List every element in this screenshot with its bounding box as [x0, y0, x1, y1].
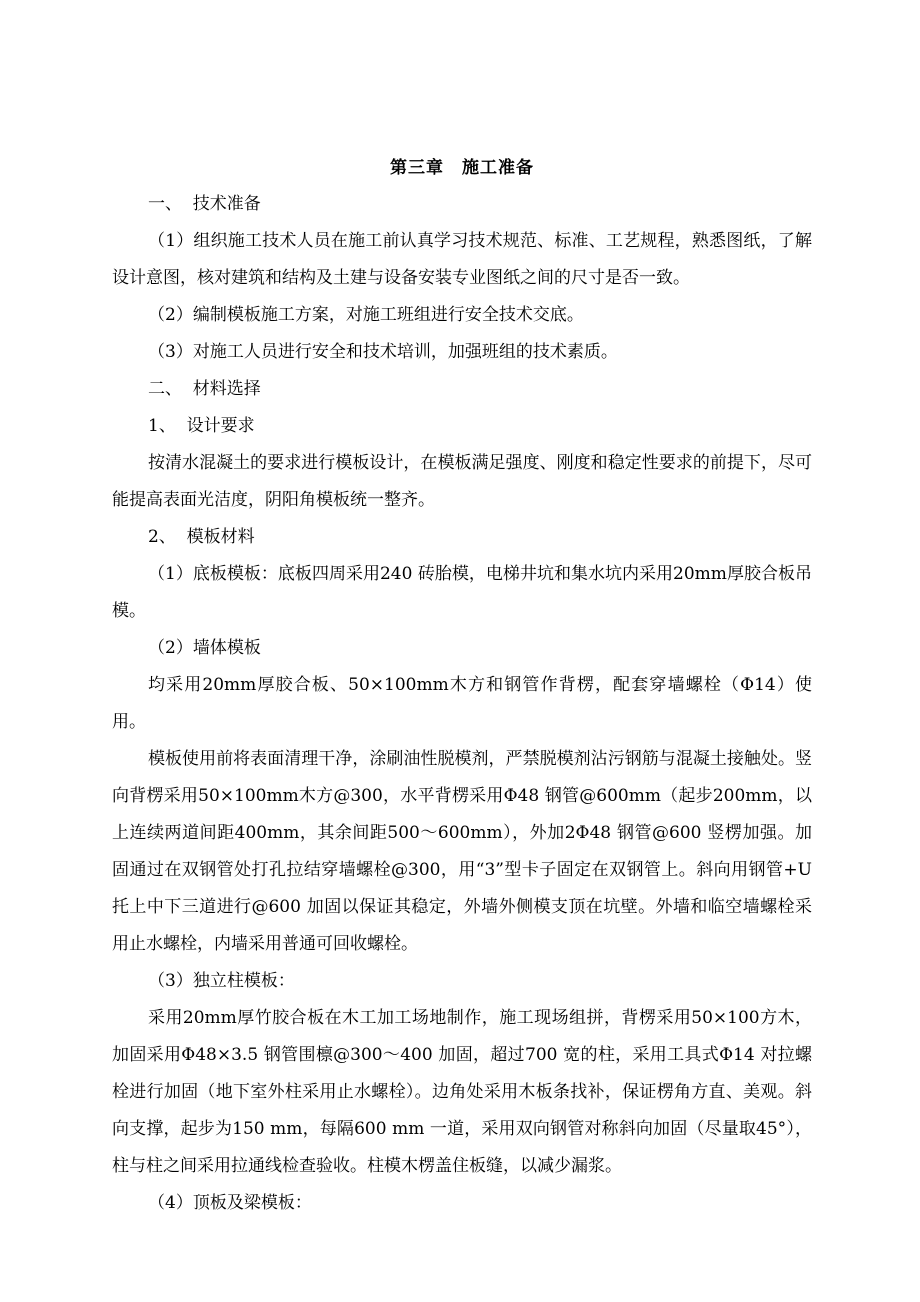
- paragraph-slab-beam-formwork-title: （4）顶板及梁模板：: [148, 1193, 312, 1213]
- paragraph-wall-formwork-2: 模板使用前将表面清理干净，涂刷油性脱模剂，严禁脱模剂沾污钢筋与混凝土接触处。竖向背楞采用50×100mm木方@300，水平背楞采用Φ48 钢管@600mm（起步200mm，以上连续两道间距400mm，其余间距500～600mm），外加2Φ48 钢管@600 竖楞加强。加固通过在双钢管处打孔拉结穿墙螺栓@300，用“3”型卡子固定在双钢管上。斜向用钢管+U托上中下三道进行@600 加固以保证其稳定，外墙外侧模支顶在坑壁。外墙和临空墙螺栓采用止水螺栓，内墙采用普通可回收螺栓。: [112, 749, 813, 954]
- section-heading-material: 二、 材料选择: [148, 379, 261, 399]
- paragraph-wall-formwork-title: （2）墙体模板: [148, 638, 261, 658]
- paragraph-column-formwork-title: （3）独立柱模板：: [148, 971, 295, 991]
- paragraph-tech-prep-2: （2）编制模板施工方案，对施工班组进行安全技术交底。: [148, 305, 584, 325]
- subheading-formwork-material: 2、 模板材料: [148, 527, 255, 547]
- paragraph-column-formwork: 采用20mm厚竹胶合板在木工加工场地制作，施工现场组拼，背楞采用50×100方木，加固采用Φ48×3.5 钢管围檩@300～400 加固，超过700 宽的柱，采用工具式Φ14 对拉螺栓进行加固（地下室外柱采用止水螺栓）。边角处采用木板条找补，保证楞角方直、美观。斜向支撑，起步为150 mm，每隔600 mm 一道，采用双向钢管对称斜向加固（尽量取45°），柱与柱之间采用拉通线检查验收。柱模木楞盖住板缝，以减少漏浆。: [112, 1008, 812, 1176]
- subheading-design-req: 1、 设计要求: [148, 416, 255, 436]
- section-heading-tech-prep: 一、 技术准备: [148, 194, 261, 214]
- chapter-title: 第三章 施工准备: [390, 158, 534, 178]
- paragraph-bottom-formwork: （1）底板模板：底板四周采用240 砖胎模，电梯井坑和集水坑内采用20mm厚胶合板吊模。: [112, 564, 812, 621]
- paragraph-tech-prep-1: （1）组织施工技术人员在施工前认真学习技术规范、标准、工艺规程，熟悉图纸，了解设计意图，核对建筑和结构及土建与设备安装专业图纸之间的尺寸是否一致。: [112, 231, 812, 288]
- document-body: [112, 150, 812, 1222]
- paragraph-wall-formwork-1: 均采用20mm厚胶合板、50×100mm木方和钢管作背楞，配套穿墙螺栓（Φ14）使用。: [112, 675, 812, 732]
- paragraph-tech-prep-3: （3）对施工人员进行安全和技术培训，加强班组的技术素质。: [148, 342, 618, 362]
- paragraph-design-req: 按清水混凝土的要求进行模板设计，在模板满足强度、刚度和稳定性要求的前提下，尽可能提高表面光洁度，阴阳角模板统一整齐。: [112, 453, 812, 510]
